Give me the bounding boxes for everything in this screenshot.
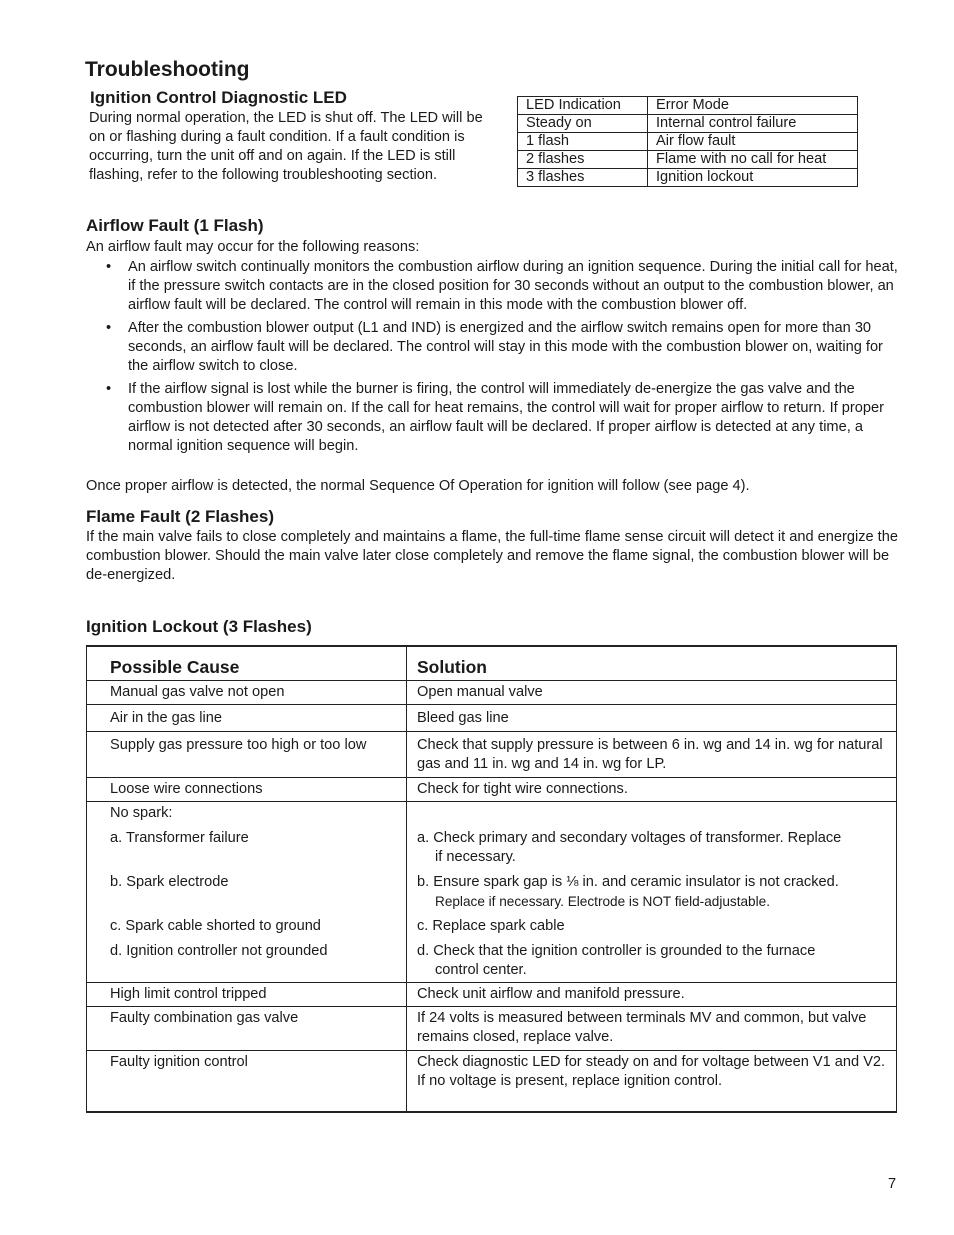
cause-d: d. Ignition controller not grounded	[110, 943, 328, 959]
solution-cell: Check for tight wire connections.	[407, 778, 897, 802]
led-indication: 1 flash	[518, 133, 648, 151]
no-spark-label: No spark:	[110, 805, 173, 821]
cause-c: c. Spark cable shorted to ground	[110, 918, 321, 934]
solution-d-line2: control center.	[435, 962, 527, 978]
solution-b-line1: b. Ensure spark gap is ⅛ in. and ceramic insulator is not cracked.	[417, 874, 839, 890]
cause-cell: Faulty ignition control	[87, 1051, 407, 1113]
header-solution: Solution	[407, 646, 897, 681]
list-item: • If the airflow signal is lost while the burner is firing, the control will immediately de-energize the gas valve and the combustion blower will remain on. If the call for heat remains, the control will wait for proper airflow to return. If proper airflow is not detected after 30 seconds, an airflow fault will be declared. If proper airflow is detected at any time, a normal ignition sequence will begin.	[86, 380, 906, 456]
cause-cell: High limit control tripped	[87, 983, 407, 1007]
table-row	[87, 1007, 897, 1051]
page-title: Troubleshooting	[85, 58, 250, 81]
solution-a-line1: a. Check primary and secondary voltages of transformer. Replace	[417, 830, 842, 846]
solution-cell	[407, 802, 897, 983]
led-indication: Steady on	[518, 115, 648, 133]
solution-b-line2: Replace if necessary. Electrode is NOT field-adjustable.	[435, 894, 770, 909]
airflow-bullet-list	[86, 258, 906, 460]
cause-b: b. Spark electrode	[110, 874, 229, 890]
table-row	[87, 705, 897, 732]
diagnostic-text: During normal operation, the LED is shut off. The LED will be on or flashing during a fault condition. If a fault condition is occurring, turn the unit off and on again. If the LED is still flashing, refer to the following troubleshooting section.	[89, 110, 483, 183]
led-row	[518, 115, 858, 133]
solution-a-line2: if necessary.	[435, 849, 516, 865]
solution-cell: Open manual valve	[407, 681, 897, 705]
header-possible-cause: Possible Cause	[87, 646, 407, 681]
table-row	[87, 1051, 897, 1113]
cause-cell: Faulty combination gas valve	[87, 1007, 407, 1051]
solution-d-line1: d. Check that the ignition controller is grounded to the furnace	[417, 943, 816, 959]
cause-cell: Supply gas pressure too high or too low	[87, 732, 407, 778]
table-row	[87, 732, 897, 778]
page-number: 7	[888, 1176, 897, 1192]
airflow-intro: An airflow fault may occur for the following reasons:	[86, 239, 420, 255]
airflow-outro: Once proper airflow is detected, the normal Sequence Of Operation for ignition will follow (see page 4).	[86, 478, 750, 494]
led-error-mode: Flame with no call for heat	[648, 151, 858, 169]
troubleshooting-table	[86, 645, 897, 1113]
solution-cell: Bleed gas line	[407, 705, 897, 732]
led-header-error: Error Mode	[648, 97, 858, 115]
led-error-mode: Internal control failure	[648, 115, 858, 133]
table-row-no-spark	[87, 802, 897, 983]
list-item: • An airflow switch continually monitors the combustion airflow during an ignition sequence. During the initial call for heat, if the pressure switch contacts are in the closed position for 30 seconds without an output to the combustion blower, an airflow fault will be declared. The control will remain in this mode with the combustion blower off.	[86, 258, 906, 315]
solution-c: c. Replace spark cable	[417, 918, 565, 934]
airflow-heading: Airflow Fault (1 Flash)	[86, 216, 264, 235]
lockout-heading: Ignition Lockout (3 Flashes)	[86, 617, 312, 636]
cause-cell: Manual gas valve not open	[87, 681, 407, 705]
flame-text: If the main valve fails to close completely and maintains a flame, the full-time flame sense circuit will detect it and energize the combustion blower. Should the main valve later close completely and remove the flame signal, the combustion blower will be de-energized.	[86, 529, 898, 583]
solution-cell: If 24 volts is measured between terminals MV and common, but valve remains closed, replace valve.	[407, 1007, 897, 1051]
cause-cell: Air in the gas line	[87, 705, 407, 732]
led-indication: 2 flashes	[518, 151, 648, 169]
cause-cell: Loose wire connections	[87, 778, 407, 802]
led-table	[517, 96, 858, 187]
led-error-mode: Air flow fault	[648, 133, 858, 151]
led-row	[518, 151, 858, 169]
led-header-indication: LED Indication	[518, 97, 648, 115]
led-error-mode: Ignition lockout	[648, 169, 858, 187]
diagnostic-heading: Ignition Control Diagnostic LED	[90, 88, 347, 107]
solution-cell: Check that supply pressure is between 6 in. wg and 14 in. wg for natural gas and 11 in. wg and 14 in. wg for LP.	[407, 732, 897, 778]
cause-a: a. Transformer failure	[110, 830, 249, 846]
led-row	[518, 133, 858, 151]
cause-cell	[87, 802, 407, 983]
table-row	[87, 681, 897, 705]
table-header-row	[87, 646, 897, 681]
table-row	[87, 983, 897, 1007]
solution-cell: Check unit airflow and manifold pressure.	[407, 983, 897, 1007]
led-indication: 3 flashes	[518, 169, 648, 187]
led-row	[518, 169, 858, 187]
table-row	[87, 778, 897, 802]
solution-cell: Check diagnostic LED for steady on and for voltage between V1 and V2. If no voltage is present, replace ignition control.	[407, 1051, 897, 1113]
led-table-header	[518, 97, 858, 115]
list-item: • After the combustion blower output (L1 and IND) is energized and the airflow switch remains open for more than 30 seconds, an airflow fault will be declared. The control will stay in this mode with the combustion blower on, waiting for the airflow switch to close.	[86, 319, 906, 376]
flame-heading: Flame Fault (2 Flashes)	[86, 507, 274, 526]
